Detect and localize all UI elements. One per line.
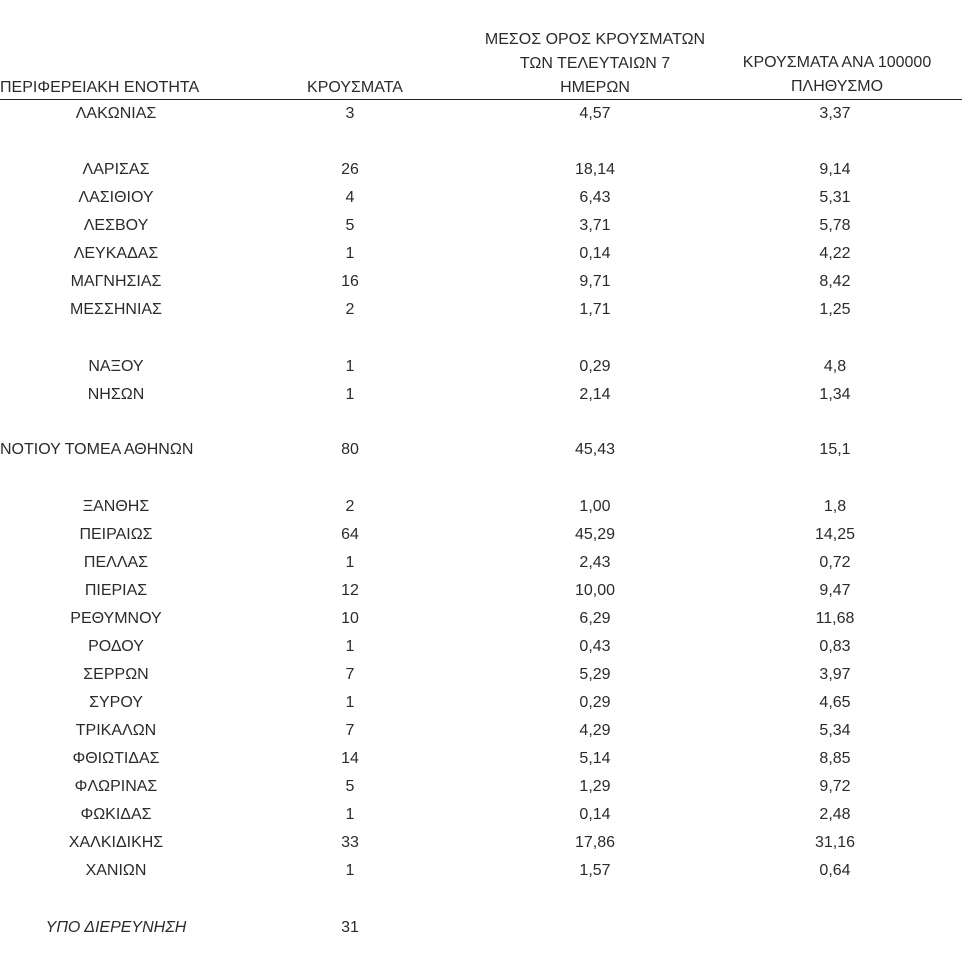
region-cell: ΠΕΙΡΑΙΩΣ	[79, 526, 153, 543]
per100k-cell: 3,37	[819, 105, 851, 122]
region-cell: ΛΑΡΙΣΑΣ	[82, 161, 150, 178]
avg-cell: 5,14	[579, 750, 611, 767]
region-cell: ΦΛΩΡΙΝΑΣ	[74, 778, 158, 795]
per100k-cell: 15,1	[819, 441, 851, 458]
region-cell: ΜΕΣΣΗΝΙΑΣ	[70, 301, 162, 318]
cases-cell: 5	[345, 217, 355, 234]
per100k-cell: 0,64	[819, 862, 851, 879]
avg-cell: 0,14	[579, 806, 611, 823]
per100k-cell: 1,8	[823, 498, 847, 515]
avg-cell: 0,43	[579, 638, 611, 655]
region-cell: ΣΕΡΡΩΝ	[83, 666, 149, 683]
cases-cell: 7	[345, 722, 355, 739]
header-cases-label: ΚΡΟΥΣΜΑΤΑ	[307, 79, 403, 96]
avg-cell: 1,71	[579, 301, 611, 318]
per100k-cell: 8,42	[819, 273, 851, 290]
avg-cell: 1,57	[579, 862, 611, 879]
table-row	[0, 270, 964, 294]
table-row	[0, 747, 964, 771]
table-row-under-investigation	[0, 916, 964, 940]
cases-cell: 4	[345, 189, 355, 206]
per100k-cell: 8,85	[819, 750, 851, 767]
table-row	[0, 719, 964, 743]
avg-cell: 4,29	[579, 722, 611, 739]
header-avg-7-days	[470, 28, 720, 100]
cases-cell: 1	[345, 386, 355, 403]
under-investigation-cases: 31	[341, 919, 359, 936]
region-cell: ΝΗΣΩΝ	[87, 386, 145, 403]
per100k-cell: 31,16	[814, 834, 856, 851]
cases-cell: 1	[345, 862, 355, 879]
per100k-cell: 5,34	[819, 722, 851, 739]
region-cell: ΛΑΚΩΝΙΑΣ	[75, 105, 157, 122]
table-row	[0, 158, 964, 182]
per100k-cell: 9,47	[819, 582, 851, 599]
table-row	[0, 186, 964, 210]
header-avg-line-2: ΤΩΝ ΤΕΛΕΥΤΑΙΩΝ 7	[519, 55, 671, 72]
table-row	[0, 438, 964, 462]
per100k-cell: 14,25	[814, 526, 856, 543]
per100k-cell: 4,8	[823, 358, 847, 375]
region-cell: ΝΟΤΙΟΥ ΤΟΜΕΑ ΑΘΗΝΩΝ	[0, 441, 194, 458]
region-cell: ΧΑΝΙΩΝ	[85, 862, 147, 879]
table-row	[0, 775, 964, 799]
cases-cell: 1	[345, 245, 355, 262]
region-cell: ΡΟΔΟΥ	[88, 638, 144, 655]
table-row	[0, 298, 964, 322]
region-cell: ΤΡΙΚΑΛΩΝ	[75, 722, 157, 739]
avg-cell: 45,43	[574, 441, 616, 458]
header-per-line-1: ΚΡΟΥΣΜΑΤΑ ΑΝΑ 100000	[742, 54, 932, 71]
region-cell: ΠΕΛΛΑΣ	[83, 554, 149, 571]
avg-cell: 0,29	[579, 694, 611, 711]
cases-cell: 7	[345, 666, 355, 683]
region-cell: ΦΩΚΙΔΑΣ	[80, 806, 152, 823]
region-cell: ΣΥΡΟΥ	[89, 694, 143, 711]
per100k-cell: 9,72	[819, 778, 851, 795]
cases-cell: 80	[341, 441, 359, 458]
cases-cell: 5	[345, 778, 355, 795]
region-cell: ΛΕΥΚΑΔΑΣ	[73, 245, 159, 262]
per100k-cell: 5,31	[819, 189, 851, 206]
table-row	[0, 803, 964, 827]
per100k-cell: 4,65	[819, 694, 851, 711]
cases-cell: 10	[341, 610, 359, 627]
header-per-100k	[712, 51, 962, 99]
table-row	[0, 691, 964, 715]
table-row	[0, 859, 964, 883]
region-cell: ΡΕΘΥΜΝΟΥ	[70, 610, 162, 627]
cases-cell: 14	[341, 750, 359, 767]
table-row	[0, 355, 964, 379]
cases-cell: 1	[345, 358, 355, 375]
avg-cell: 6,29	[579, 610, 611, 627]
avg-cell: 3,71	[579, 217, 611, 234]
per100k-cell: 0,83	[819, 638, 851, 655]
cases-cell: 1	[345, 694, 355, 711]
per100k-cell: 9,14	[819, 161, 851, 178]
cases-cell: 12	[341, 582, 359, 599]
cases-cell: 16	[341, 273, 359, 290]
table-row	[0, 663, 964, 687]
table-row	[0, 607, 964, 631]
avg-cell: 0,29	[579, 358, 611, 375]
per100k-cell: 5,78	[819, 217, 851, 234]
cases-cell: 1	[345, 638, 355, 655]
cases-cell: 1	[345, 806, 355, 823]
avg-cell: 2,43	[579, 554, 611, 571]
header-region-label: ΠΕΡΙΦΕΡΕΙΑΚΗ ΕΝΟΤΗΤΑ	[0, 79, 200, 96]
per100k-cell: 3,97	[819, 666, 851, 683]
cases-cell: 26	[341, 161, 359, 178]
avg-cell: 9,71	[579, 273, 611, 290]
table-row	[0, 102, 964, 126]
per100k-cell: 0,72	[819, 554, 851, 571]
avg-cell: 2,14	[579, 386, 611, 403]
region-cell: ΦΘΙΩΤΙΔΑΣ	[72, 750, 160, 767]
cases-cell: 1	[345, 554, 355, 571]
table-row	[0, 383, 964, 407]
header-avg-line-1: ΜΕΣΟΣ ΟΡΟΣ ΚΡΟΥΣΜΑΤΩΝ	[484, 31, 706, 48]
header-per-line-2: ΠΛΗΘΥΣΜΟ	[790, 78, 884, 95]
avg-cell: 0,14	[579, 245, 611, 262]
region-cell: ΛΑΣΙΘΙΟΥ	[78, 189, 154, 206]
header-cases	[300, 76, 410, 100]
avg-cell: 5,29	[579, 666, 611, 683]
region-cell: ΜΑΓΝΗΣΙΑΣ	[70, 273, 162, 290]
avg-cell: 18,14	[574, 161, 616, 178]
region-cell: ΝΑΞΟΥ	[88, 358, 144, 375]
table-row	[0, 523, 964, 547]
cases-cell: 2	[345, 301, 355, 318]
cases-cell: 33	[341, 834, 359, 851]
per100k-cell: 11,68	[815, 610, 855, 627]
avg-cell: 45,29	[574, 526, 616, 543]
region-cell: ΧΑΛΚΙΔΙΚΗΣ	[68, 834, 164, 851]
header-rule	[0, 99, 962, 100]
table-row	[0, 635, 964, 659]
per100k-cell: 1,25	[819, 301, 851, 318]
avg-cell: 1,29	[579, 778, 611, 795]
table-row	[0, 214, 964, 238]
region-cell: ΠΙΕΡΙΑΣ	[84, 582, 148, 599]
table-row	[0, 579, 964, 603]
avg-cell: 10,00	[574, 582, 616, 599]
region-cell: ΞΑΝΘΗΣ	[82, 498, 150, 515]
table-row	[0, 242, 964, 266]
header-region	[0, 76, 199, 100]
avg-cell: 1,00	[579, 498, 611, 515]
cases-cell: 64	[341, 526, 359, 543]
avg-cell: 17,86	[574, 834, 616, 851]
region-cell: ΛΕΣΒΟΥ	[83, 217, 149, 234]
cases-cell: 2	[345, 498, 355, 515]
header-avg-line-3: ΗΜΕΡΩΝ	[560, 79, 630, 96]
under-investigation-label: ΥΠΟ ΔΙΕΡΕΥΝΗΣΗ	[45, 919, 187, 936]
table-row	[0, 551, 964, 575]
avg-cell: 4,57	[579, 105, 611, 122]
per100k-cell: 4,22	[819, 245, 851, 262]
avg-cell: 6,43	[579, 189, 611, 206]
table-row	[0, 831, 964, 855]
per100k-cell: 1,34	[819, 386, 851, 403]
cases-cell: 3	[345, 105, 355, 122]
table-row	[0, 495, 964, 519]
per100k-cell: 2,48	[819, 806, 851, 823]
